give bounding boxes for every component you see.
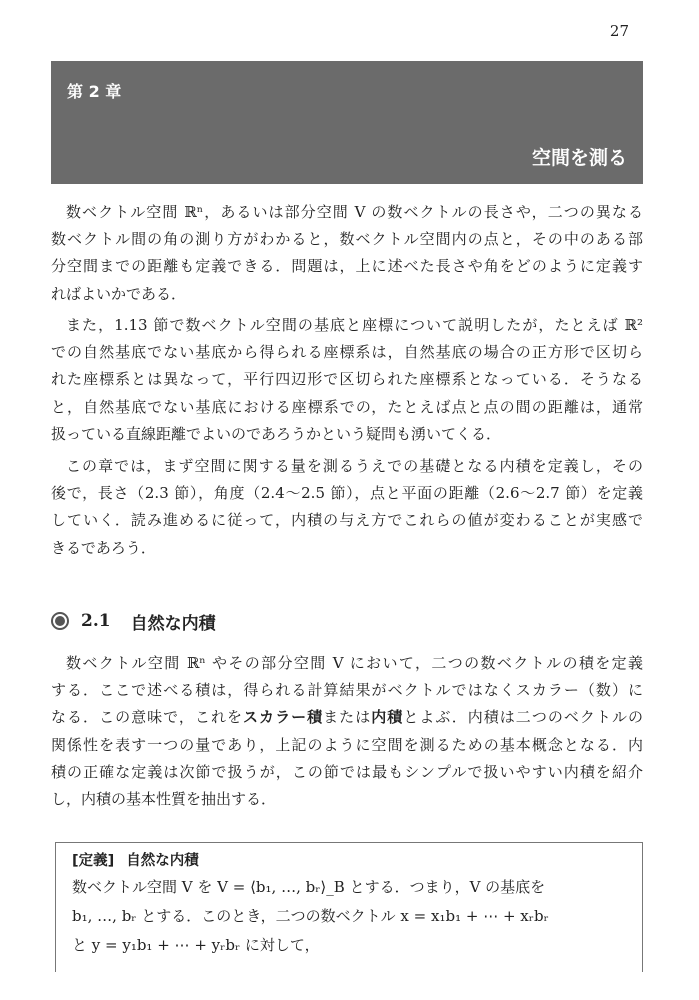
definition-body <box>72 873 626 960</box>
text-line: きるであろう． <box>51 538 156 557</box>
term-scalar-product: スカラー積 <box>243 708 324 727</box>
text-line: 扱っている直線距離でよいのであろうかという疑問も湧いてくる． <box>51 424 502 443</box>
text-line: 数ベクトル空間 ℝⁿ，あるいは部分空間 V の数ベクトルの長さや，二つの異なる <box>66 203 643 221</box>
text-line <box>51 704 643 731</box>
section-title: 自然な内積 <box>130 613 216 634</box>
text-line: 分空間までの距離も定義できる．問題は，上に述べた長さや角をどのように定義す <box>51 257 643 276</box>
definition-line: と y = y₁b₁ + ⋯ + yᵣbᵣ に対して， <box>72 936 320 954</box>
intro-paragraph-2 <box>51 312 643 448</box>
text-line: し，内積の基本性質を抽出する． <box>51 790 277 809</box>
circle-bullet-icon <box>51 612 69 630</box>
text-line: 数ベクトル空間 ℝⁿ やその部分空間 V において，二つの数ベクトルの積を定義 <box>66 654 643 672</box>
definition-title <box>72 849 626 873</box>
text-line: 関係性を表す一つの量であり，上記のように空間を測るための基本概念となる．内 <box>51 735 643 754</box>
term-inner-product: 内積 <box>371 708 404 727</box>
text-line: ればよいかである． <box>51 284 187 303</box>
section-number: 2.1 <box>81 611 111 631</box>
intro-paragraph-1 <box>51 199 643 308</box>
text-line: 積の正確な定義は次節で扱うが，この節では最もシンプルで扱いやすい内積を紹介 <box>51 762 643 781</box>
chapter-title: 空間を測る <box>531 147 627 169</box>
text-line: していく．読み進めるに従って，内積の与え方でこれらの値が変わることが実感で <box>51 511 643 530</box>
intro-paragraph-3 <box>51 453 643 562</box>
text-segment: とよぶ．内積は二つのベクトルの <box>403 708 643 727</box>
text-line: と，自然基底でない基底における座標系での，たとえば点と点の間の距離は，通常 <box>51 397 643 416</box>
chapter-banner <box>51 61 643 184</box>
text-line: この章では，まず空間に関する量を測るうえでの基礎となる内積を定義し，その <box>66 457 643 475</box>
text-segment: なる．この意味で，これを <box>51 708 244 727</box>
text-line: 後で，長さ（2.3 節），角度（2.4～2.5 節），点と平面の距離（2.6～2.7 節）を定義 <box>51 484 643 503</box>
section-heading <box>51 606 643 636</box>
text-line: する．ここで述べる積は，得られる計算結果がベクトルではなくスカラー（数）に <box>51 681 643 700</box>
definition-line: 数ベクトル空間 V を V = ⟨b₁, …, bᵣ⟩_B とする．つまり，V の基底を <box>72 878 546 896</box>
text-line: また，1.13 節で数ベクトル空間の基底と座標について説明したが，たとえば ℝ² <box>66 316 643 334</box>
page-number: 27 <box>609 22 629 40</box>
text-segment: または <box>323 708 372 727</box>
section-paragraph <box>51 650 643 813</box>
definition-line: b₁, …, bᵣ とする．このとき，二つの数ベクトル x = x₁b₁ + ⋯ + xᵣbᵣ <box>72 907 549 925</box>
text-line: 数ベクトル間の角の測り方がわかると，数ベクトル空間内の点と，その中のある部 <box>51 230 643 249</box>
text-line: れた座標系とは異なって，平行四辺形で区切られた座標系となっている．そうなる <box>51 370 643 389</box>
definition-name: 自然な内積 <box>126 853 199 869</box>
definition-tag: [定義] <box>72 853 115 869</box>
text-line: での自然基底でない基底から得られる座標系は，自然基底の場合の正方形で区切ら <box>51 343 643 362</box>
chapter-label: 第 2 章 <box>67 82 122 101</box>
definition-box <box>55 842 643 972</box>
